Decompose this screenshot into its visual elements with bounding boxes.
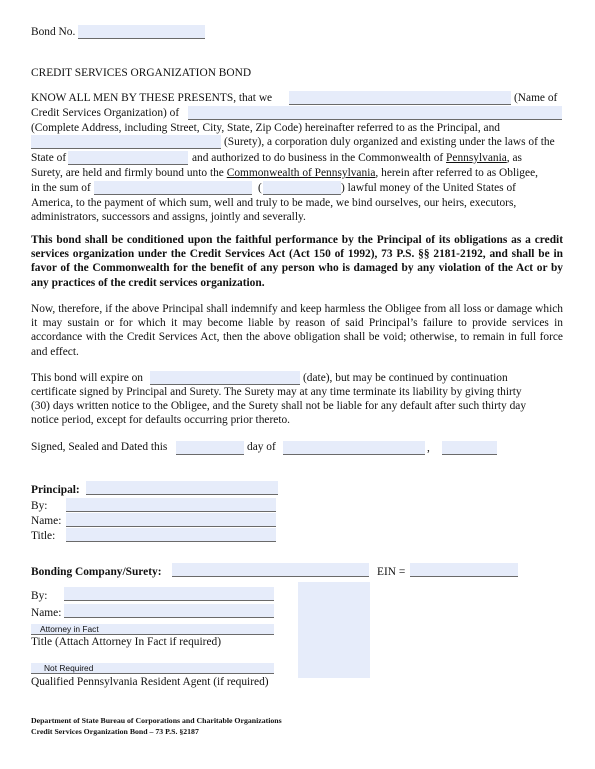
principal-by-field[interactable]	[66, 498, 276, 512]
agent-value: Not Required	[44, 663, 94, 673]
indemnity-paragraph: Now, therefore, if the above Principal shall indemnify and keep harmless the Obligee from all loss or damage which it may sustain or for which it may become liable by reason of said Principal’s failure to provide services in accordance with the Credit Services Act, then the above obligation shall be void; otherwise, to remain in full force and effect.	[31, 303, 563, 358]
surety-name-label: Name:	[31, 607, 62, 619]
signed-year-field[interactable]	[442, 441, 497, 455]
intro-line-4: (Surety), a corporation duly organized and existing under the laws of the	[224, 136, 555, 148]
expiration-date-field[interactable]	[150, 371, 300, 385]
bond-amount-numeric-field[interactable]	[263, 181, 341, 195]
principal-title-label: Title:	[31, 530, 56, 542]
surety-by-label: By:	[31, 590, 48, 602]
surety-title-label: Title (Attach Attorney In Fact if required)	[31, 636, 222, 648]
signed-comma: ,	[427, 442, 430, 454]
expire-line-2: certificate signed by Principal and Surety. The Surety may at any time terminate its liability by giving thirty	[31, 386, 522, 398]
principal-heading: Principal:	[31, 484, 80, 496]
surety-name-field[interactable]	[31, 135, 221, 149]
intro-line-8: America, to the payment of which sum, well and truly to be made, we bind ourselves, our heirs, executors,	[31, 197, 517, 209]
intro-line-6: Surety, are held and firmly bound unto the Commonwealth of Pennsylvania, herein after referred to as Obligee,	[31, 167, 538, 179]
principal-address-field[interactable]	[188, 106, 562, 120]
surety-by-field[interactable]	[64, 587, 274, 601]
intro-line-5: and authorized to do business in the Commonwealth of Pennsylvania, as	[192, 152, 522, 164]
intro-line-7-sum: in the sum of	[31, 182, 91, 194]
surety-seal-box[interactable]	[298, 582, 370, 678]
principal-company-field[interactable]	[86, 481, 278, 495]
principal-name-label: Name:	[31, 515, 62, 527]
attorney-in-fact-value: Attorney in Fact	[40, 624, 99, 634]
expire-line-4: notice period, except for defaults occurring prior thereto.	[31, 414, 291, 426]
bond-no-label: Bond No.	[31, 26, 76, 38]
ein-field[interactable]	[410, 563, 518, 577]
intro-line-1: KNOW ALL MEN BY THESE PRESENTS, that we	[31, 92, 273, 104]
intro-line-5-state: State of	[31, 152, 67, 164]
surety-signer-name-field[interactable]	[64, 604, 274, 618]
intro-line-1-end: (Name of	[514, 92, 558, 104]
signed-month-field[interactable]	[283, 441, 425, 455]
principal-name-field[interactable]	[289, 91, 511, 105]
ein-label: EIN =	[377, 566, 406, 578]
intro-line-9: administrators, successors and assigns, jointly and severally.	[31, 211, 306, 223]
signed-label: Signed, Sealed and Dated this	[31, 441, 168, 453]
intro-line-7-end: ) lawful money of the United States of	[341, 182, 516, 194]
bond-amount-words-field[interactable]	[94, 181, 252, 195]
bond-no-field[interactable]	[78, 25, 205, 39]
expire-line-3: (30) days written notice to the Obligee, and the Surety shall not be liable for any default after such thirty day	[31, 400, 527, 412]
condition-paragraph: This bond shall be conditioned upon the faithful performance by the Principal of its obligations as a credit services organization under the Credit Services Act (Act 150 of 1992), 73 P.S. §§ 2181-2192, and shall be in favor of the Commonwealth for the benefit of any person who is damaged by any violation of the Act or by any practices of the credit services organization.	[31, 234, 563, 289]
signed-day-of-label: day of	[247, 441, 276, 453]
principal-signer-name-field[interactable]	[66, 513, 276, 527]
expire-line-1-end: (date), but may be continued by continuation	[303, 372, 508, 384]
agent-label: Qualified Pennsylvania Resident Agent (if required)	[31, 676, 269, 688]
intro-line-2: Credit Services Organization) of	[31, 107, 180, 119]
principal-title-field[interactable]	[66, 528, 276, 542]
footer-line-2: Credit Services Organization Bond – 73 P.S. §2187	[31, 727, 199, 736]
signed-day-field[interactable]	[176, 441, 244, 455]
intro-line-7-paren: (	[258, 182, 262, 194]
principal-by-label: By:	[31, 500, 48, 512]
intro-line-3: (Complete Address, including Street, City, State, Zip Code) hereinafter referred to as the Principal, and	[31, 122, 500, 134]
expire-line-1: This bond will expire on	[31, 372, 143, 384]
footer-line-1: Department of State Bureau of Corporations and Charitable Organizations	[31, 716, 282, 725]
surety-company-field[interactable]	[172, 563, 369, 577]
surety-heading: Bonding Company/Surety:	[31, 566, 162, 578]
surety-state-field[interactable]	[68, 151, 188, 165]
document-title: CREDIT SERVICES ORGANIZATION BOND	[31, 67, 252, 79]
